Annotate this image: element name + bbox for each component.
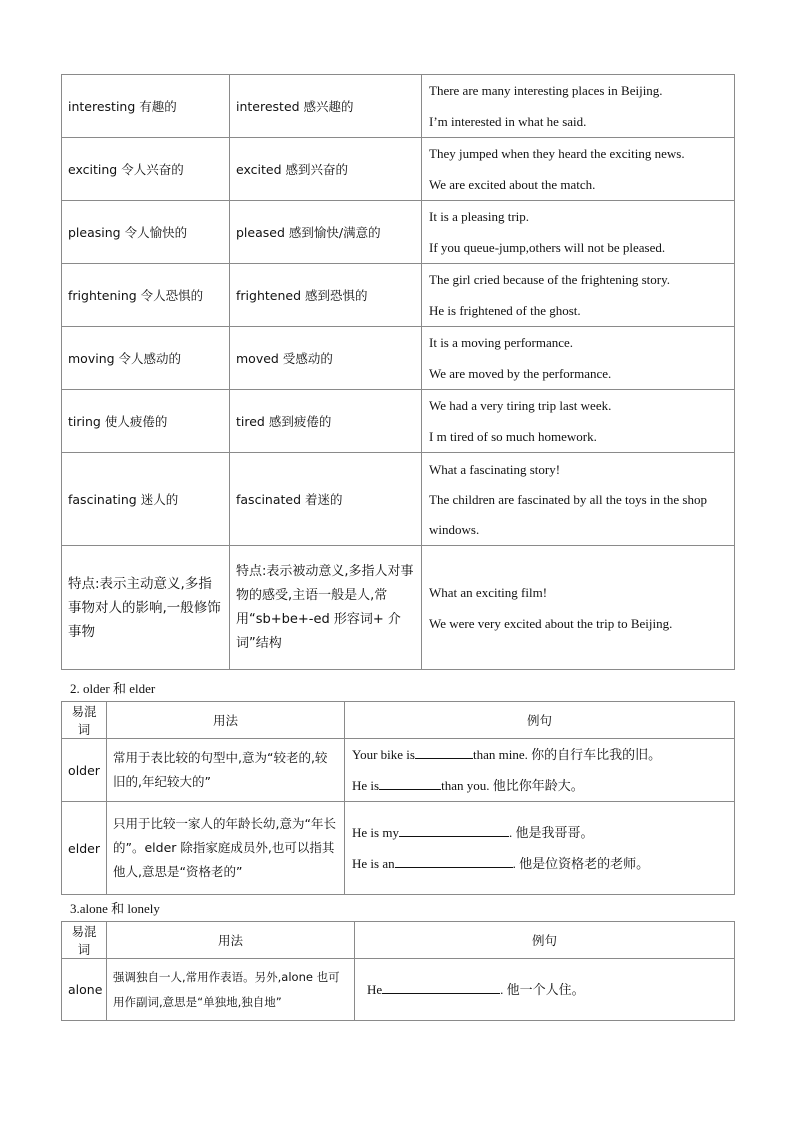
example-sentence: We had a very tiring trip last week. — [429, 398, 612, 413]
example-sentence: The girl cried because of the frightening story. — [429, 272, 671, 287]
example-sentence: They jumped when they heard the exciting news. — [429, 146, 685, 161]
passive-adjective-cell: pleased 感到愉快/满意的 — [230, 201, 422, 264]
passive-summary-cell: 特点:表示被动意义,多指人对事物的感受,主语一般是人,常用“sb+be+-ed 形容词+ 介词”结构 — [230, 546, 422, 670]
table-row — [62, 138, 735, 201]
example-sentence: It is a pleasing trip. — [429, 209, 530, 224]
passive-adjective-cell: frightened 感到恐惧的 — [230, 264, 422, 327]
example-sentence: There are many interesting places in Beijing. — [429, 83, 663, 98]
example-sentence: The children are fascinated by all the toys in the shop windows. — [429, 491, 707, 537]
example-sentence: If you queue-jump,others will not be pleased. — [429, 240, 666, 255]
example-cell — [422, 138, 735, 201]
older-elder-table — [61, 701, 735, 895]
example-sentence: It is a moving performance. — [429, 335, 574, 350]
example-sentence: He is frightened of the ghost. — [429, 303, 581, 318]
example-cell — [422, 264, 735, 327]
example-sentence: We were very excited about the trip to Beijing. — [429, 615, 673, 631]
table-row — [62, 75, 735, 138]
example-cell: He . 他一个人住。 — [355, 959, 735, 1021]
passive-adjective-cell: fascinated 着迷的 — [230, 453, 422, 546]
table-row — [62, 739, 735, 802]
adjective-comparison-table — [61, 74, 735, 670]
example-sentence: What a fascinating story! — [429, 461, 561, 477]
example-sentence: I m tired of so much homework. — [429, 429, 597, 444]
header-example: 例句 — [355, 922, 735, 959]
answer-blank[interactable] — [395, 855, 513, 868]
example-cell — [422, 546, 735, 670]
table-row — [62, 453, 735, 546]
example-cell: He is my . 他是我哥哥。 He is an . 他是位资格老的老师。 — [345, 802, 735, 895]
passive-adjective-cell: interested 感兴趣的 — [230, 75, 422, 138]
alone-lonely-table — [61, 921, 735, 1021]
table-row — [62, 264, 735, 327]
header-example: 例句 — [345, 702, 735, 739]
example-cell — [422, 453, 735, 546]
active-summary-cell: 特点:表示主动意义,多指事物对人的影响,一般修饰事物 — [62, 546, 230, 670]
answer-blank[interactable] — [399, 824, 509, 837]
active-adjective-cell: fascinating 迷人的 — [62, 453, 230, 546]
example-sentence: We are moved by the performance. — [429, 366, 612, 381]
table-row — [62, 201, 735, 264]
table-row — [62, 390, 735, 453]
section-3-title: 3.alone 和 lonely — [70, 901, 160, 916]
usage-cell: 强调独自一人,常用作表语。另外,alone 也可用作副词,意思是“单独地,独自地” — [107, 959, 355, 1021]
active-adjective-cell: tiring 使人疲倦的 — [62, 390, 230, 453]
passive-adjective-cell: moved 受感动的 — [230, 327, 422, 390]
header-usage: 用法 — [107, 922, 355, 959]
example-cell — [422, 201, 735, 264]
summary-row — [62, 546, 735, 670]
example-cell: Your bike is than mine. 你的自行车比我的旧。 He is than you. 他比你年龄大。 — [345, 739, 735, 802]
active-adjective-cell: frightening 令人恐惧的 — [62, 264, 230, 327]
table-row — [62, 959, 735, 1021]
header-usage: 用法 — [107, 702, 345, 739]
section-2-title: 2. older 和 elder — [70, 681, 156, 696]
answer-blank[interactable] — [379, 777, 441, 790]
table-header-row — [62, 702, 735, 739]
header-word: 易混词 — [62, 702, 107, 739]
word-cell: elder — [62, 802, 107, 895]
example-sentence: I’m interested in what he said. — [429, 114, 587, 129]
usage-cell: 只用于比较一家人的年龄长幼,意为“年长的”。elder 除指家庭成员外,也可以指其他人,意思是“资格老的” — [107, 802, 345, 895]
answer-blank[interactable] — [415, 746, 473, 759]
example-sentence: We are excited about the match. — [429, 177, 596, 192]
adjective-table-body — [62, 75, 735, 670]
example-sentence: What an exciting film! — [429, 584, 548, 600]
active-adjective-cell: exciting 令人兴奋的 — [62, 138, 230, 201]
active-adjective-cell: moving 令人感动的 — [62, 327, 230, 390]
table-header-row — [62, 922, 735, 959]
active-adjective-cell: pleasing 令人愉快的 — [62, 201, 230, 264]
usage-cell: 常用于表比较的句型中,意为“较老的,较旧的,年纪较大的” — [107, 739, 345, 802]
example-cell — [422, 390, 735, 453]
answer-blank[interactable] — [382, 981, 500, 994]
table-row — [62, 802, 735, 895]
example-cell — [422, 75, 735, 138]
active-adjective-cell: interesting 有趣的 — [62, 75, 230, 138]
table-row — [62, 327, 735, 390]
passive-adjective-cell: tired 感到疲倦的 — [230, 390, 422, 453]
word-cell: alone — [62, 959, 107, 1021]
word-cell: older — [62, 739, 107, 802]
passive-adjective-cell: excited 感到兴奋的 — [230, 138, 422, 201]
header-word: 易混词 — [62, 922, 107, 959]
example-cell — [422, 327, 735, 390]
